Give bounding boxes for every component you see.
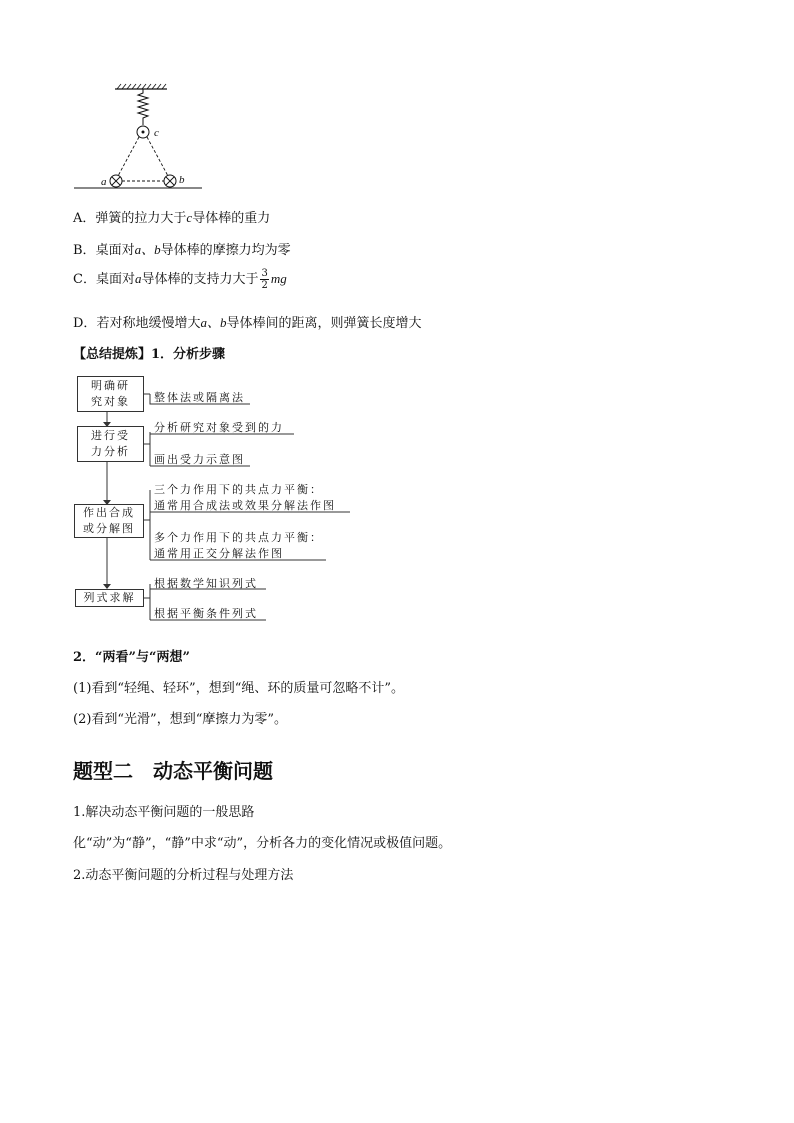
- fraction: $\frac{3}{2}$: [261, 268, 268, 291]
- option-a: A．弹簧的拉力大于c导体棒的重力: [73, 210, 271, 226]
- dashed-cb: [147, 137, 168, 176]
- physics-figure: [70, 80, 210, 192]
- section-title: 题型二 动态平衡问题: [73, 759, 273, 783]
- option-letter: C．: [73, 272, 96, 287]
- label-b: b: [179, 174, 185, 186]
- two-looks-heading: 2．“两看”与“两想”: [73, 650, 190, 665]
- option-b: B．桌面对a、b导体棒的摩擦力均为零: [73, 242, 291, 258]
- note-2a: 分析研究对象受到的力: [154, 421, 284, 434]
- conductor-a: [110, 175, 122, 187]
- option-letter: A．: [73, 211, 96, 226]
- section-paragraph-2: 化“动”为“静”，“静”中求“动”，分析各力的变化情况或极值问题。: [73, 836, 452, 851]
- step-box-4: 列式求解: [75, 589, 144, 607]
- step-box-3: 作出合成 或分解图: [74, 504, 144, 538]
- step-box-2: 进行受 力分析: [77, 426, 144, 462]
- flowchart: [70, 370, 370, 630]
- label-a: a: [101, 176, 107, 188]
- conductor-b: [164, 175, 176, 187]
- option-d: D．若对称地缓慢增大a、b导体棒间的距离，则弹簧长度增大: [73, 315, 422, 331]
- note-4b: 根据平衡条件列式: [154, 607, 258, 620]
- note-4a: 根据数学知识列式: [154, 577, 258, 590]
- option-letter: B．: [73, 243, 96, 258]
- section-paragraph-1: 1.解决动态平衡问题的一般思路: [73, 805, 255, 820]
- section-paragraph-3: 2.动态平衡问题的分析过程与处理方法: [73, 868, 294, 883]
- note-1: 整体法或隔离法: [154, 391, 245, 404]
- two-looks-item-1: (1)看到“轻绳、轻环”，想到“绳、环的质量可忽略不计”。: [73, 681, 404, 696]
- note-3b-line1: 多个力作用下的共点力平衡：: [154, 531, 323, 544]
- spring: [138, 89, 148, 125]
- note-2b: 画出受力示意图: [154, 453, 245, 466]
- two-looks-item-2: (2)看到“光滑”，想到“摩擦力为零”。: [73, 712, 287, 727]
- note-3a-line1: 三个力作用下的共点力平衡：: [154, 483, 323, 496]
- option-c: C．桌面对a导体棒的支持力大于 $\frac{3}{2}$ mg: [73, 268, 287, 291]
- dashed-ca: [118, 137, 139, 176]
- ceiling-hatch: [117, 84, 166, 89]
- note-3b-line2: 通常用正交分解法作图: [154, 547, 284, 560]
- summary-heading: 【总结提炼】1．分析步骤: [73, 347, 226, 362]
- option-letter: D．: [73, 316, 97, 331]
- step-box-1: 明确研 究对象: [77, 376, 144, 412]
- label-c: c: [154, 127, 159, 139]
- note-3a-line2: 通常用合成法或效果分解法作图: [154, 499, 336, 512]
